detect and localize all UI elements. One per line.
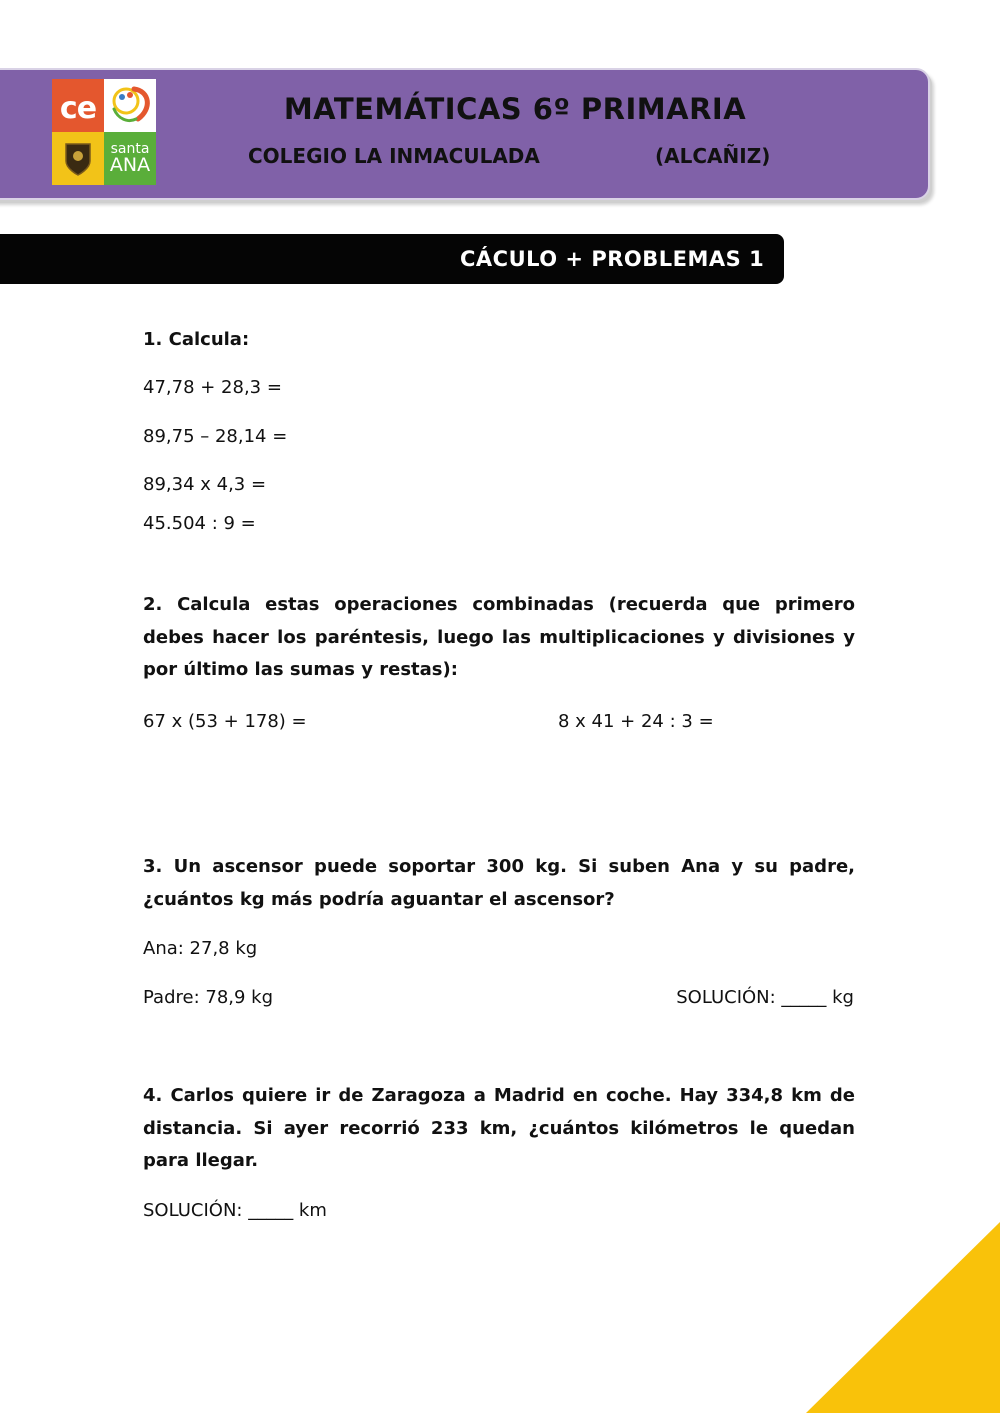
- q3-ana: Ana: 27,8 kg: [143, 938, 258, 959]
- logo-santa-ana-tile: santa ANA: [104, 132, 156, 185]
- q1-op-3: 89,34 x 4,3 =: [143, 474, 267, 495]
- school-logo: [52, 79, 156, 185]
- q1-op-2: 89,75 – 28,14 =: [143, 426, 288, 447]
- page-title: MATEMÁTICAS 6º PRIMARIA: [283, 92, 747, 126]
- logo-ce-tile: ce: [52, 79, 104, 132]
- corner-triangle: [806, 1222, 1000, 1413]
- q4-statement: 4. Carlos quiere ir de Zaragoza a Madrid en coche. Hay 334,8 km de distancia. Si ayer recorrió 233 km, ¿cuántos kilómetros le quedan para llegar.: [143, 1085, 855, 1171]
- q1-heading: 1. Calcula:: [143, 329, 250, 350]
- school-town: (ALCAÑIZ): [655, 144, 771, 168]
- q3-statement: 3. Un ascensor puede soportar 300 kg. Si suben Ana y su padre, ¿cuántos kg más podría aguantar el ascensor?: [143, 856, 855, 910]
- school-name: COLEGIO LA INMACULADA: [248, 144, 540, 168]
- q2-statement: 2. Calcula estas operaciones combinadas (recuerda que primero debes hacer los paréntesis, luego las multiplicaciones y divisiones y por último las sumas y restas):: [143, 594, 855, 680]
- q3-solution: SOLUCIÓN: _____ kg: [676, 987, 854, 1008]
- q1-op-4: 45.504 : 9 =: [143, 513, 256, 534]
- section-title: CÁCULO + PROBLEMAS 1: [460, 247, 765, 271]
- q4-solution: SOLUCIÓN: _____ km: [143, 1200, 327, 1221]
- logo-art-icon: [104, 79, 156, 132]
- q2-op-left: 67 x (53 + 178) =: [143, 711, 307, 732]
- q1-op-1: 47,78 + 28,3 =: [143, 377, 282, 398]
- q3-padre: Padre: 78,9 kg: [143, 987, 274, 1008]
- logo-shield-icon: [52, 132, 104, 185]
- q2-op-right: 8 x 41 + 24 : 3 =: [558, 711, 714, 732]
